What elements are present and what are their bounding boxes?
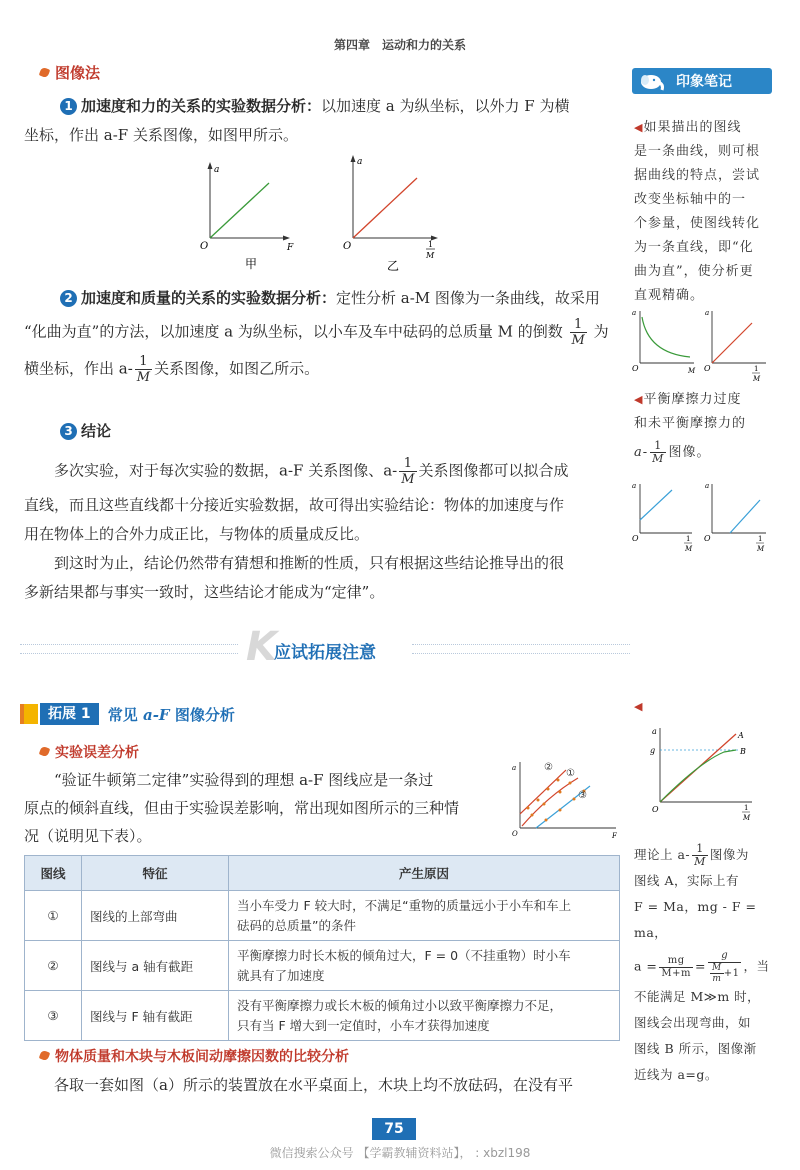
graph-jia-line [210, 183, 269, 238]
triangle-marker-icon: ◀ [634, 700, 643, 713]
banner-divider [20, 624, 630, 670]
sidebar-badge [632, 68, 772, 94]
bullet-icon [39, 1050, 51, 1062]
svg-text:B: B [740, 747, 746, 756]
svg-text:a: a [357, 157, 363, 167]
svg-text:①: ① [566, 768, 575, 779]
svg-text:乙: 乙 [387, 259, 400, 273]
elephant-icon [636, 70, 666, 92]
sidebar-figure-curve-line [630, 305, 770, 385]
svg-text:a: a [705, 309, 710, 317]
svg-text:M: M [743, 814, 751, 822]
svg-text:a: a [632, 309, 637, 317]
svg-text:a: a [512, 764, 517, 772]
number-badge-1: 1 [60, 98, 77, 115]
sidebar-note-2: ◀平衡摩擦力过度 和未平衡摩擦力的 a- $\frac{1}{M}$ 图像。 [634, 392, 747, 465]
svg-text:A: A [738, 731, 744, 740]
svg-text:a: a [632, 482, 637, 490]
table-header: 图线 [25, 856, 82, 891]
error-table [24, 855, 620, 1041]
sidebar-note-1: ◀如果描出的图线 是一条曲线，则可根 据曲线的特点，尝试 改变坐标轴中的一 个参量，使图线转化 为一条直线，即“化 曲为直”，使分析更 直观精确。 [634, 120, 761, 303]
svg-text:a: a [214, 165, 220, 175]
svg-text:M: M [753, 375, 761, 383]
bullet-icon [39, 67, 51, 79]
svg-text:a: a [652, 727, 657, 736]
sidebar-note-3: 理论上 a- $\frac{1}{M}$ 图像为 图线 A，实际上有 F = Ma，mg - F = ma， a = $\frac{mg}{M+m}$ = g $\frac{M}{m}$ +1 ，当 不能满足 M≫m 时， 图线会出现弯曲，如 图线 B 所示，图像渐 近线为 a=g。 [634, 842, 770, 1082]
chapter-header: 第四章 运动和力的关系 [333, 38, 466, 52]
number-badge-3: 3 [60, 423, 77, 440]
svg-text:O: O [632, 534, 639, 543]
sidebar-figure-ab [640, 722, 770, 822]
svg-text:O: O [704, 534, 711, 543]
svg-text:M: M [688, 367, 696, 375]
page-number: 75 [372, 1118, 416, 1140]
svg-text:1: 1 [758, 535, 763, 543]
svg-text:O: O [704, 364, 711, 373]
svg-text:O: O [200, 241, 209, 252]
table-row: ② 图线与 a 轴有截距 平衡摩擦力时长木板的倾角过大，F = 0（不挂重物）时小车 就具有了加速度 [25, 941, 620, 991]
extension-title: 常见 a-F 图像分析 [107, 705, 235, 724]
graph-yi [343, 155, 438, 273]
table-header: 产生原因 [229, 856, 620, 891]
bullet-icon [39, 746, 51, 758]
sub2-text: 各取一套如图（a）所示的装置放在水平桌面上，木块上均不放砝码，在没有平 [54, 1076, 573, 1094]
extension-tag: 拓展 1 [40, 703, 99, 725]
triangle-marker-icon: ◀ [634, 121, 644, 134]
svg-text:F: F [287, 243, 294, 253]
sidebar-figure-friction [630, 478, 770, 553]
sub1-text: “验证牛顿第二定律”实验得到的理想 a-F 图线应是一条过 原点的倾斜直线，但由于实验误差影响，常出现如图所示的三种情 况（说明见下表）。 [24, 771, 460, 845]
svg-text:M: M [426, 251, 435, 260]
banner-letter: K [246, 624, 277, 670]
svg-text:1: 1 [744, 804, 749, 812]
conclusion-text: 多次实验，对于每次实验的数据，a-F 关系图像、a- $\frac{1}{M}$ 关系图像都可以拟合成 直线，而且这些直线都十分接近实验数据，故可得出实验结论：物体的加速度与作 用在物体上的合外力成正比，与物体的质量成反比。 到这时为止，结论仍然带有猜想和推断的性质，只有根据这些结论推导出的很 多新结果都与事实一致时，这些结论才能成为“定律”。 [24, 456, 569, 601]
svg-text:O: O [512, 830, 518, 838]
sidebar-badge-label: 印象笔记 [676, 74, 732, 90]
item-1: 1 加速度和力的关系的实验数据分析：以加速度 a 为纵坐标，以外力 F 为横 坐标，作出 a-F 关系图像，如图甲所示。 [24, 97, 570, 144]
svg-text:M: M [757, 545, 765, 553]
item-2: 2 加速度和质量的关系的实验数据分析：定性分析 a-M 图像为一条曲线，故采用 “化曲为直”的方法，以加速度 a 为纵坐标，以小车及车中砝码的总质量 M 的倒数 $\frac{1}{M}$ 为 横坐标，作出 a- $\frac{1}{M}$ 关系图像，如图乙所示。 [24, 289, 609, 385]
table-row: ① 图线的上部弯曲 当小车受力 F 较大时，不满足“重物的质量远小于小车和车上 砝码的总质量”的条件 [25, 891, 620, 941]
figure-jia-yi [195, 150, 455, 280]
svg-text:1: 1 [754, 365, 759, 373]
svg-text:1: 1 [686, 535, 691, 543]
svg-text:O: O [632, 364, 639, 373]
svg-text:1: 1 [428, 240, 434, 249]
svg-text:③: ③ [578, 790, 587, 801]
subsection-mass-friction: 物体质量和木块与木板间动摩擦因数的比较分析 [40, 1046, 349, 1066]
triangle-marker-icon: ◀ [634, 393, 644, 406]
svg-text:g: g [650, 746, 656, 755]
graph-yi-line [353, 178, 417, 238]
svg-text:O: O [343, 241, 352, 252]
svg-text:M: M [685, 545, 693, 553]
banner-title: 应试拓展注意 [274, 643, 376, 663]
svg-text:O: O [652, 805, 659, 814]
footer-watermark: 微信搜索公众号 【学霸教辅资料站】， : xbzl198 [269, 1146, 531, 1160]
extension-heading [20, 703, 235, 725]
subsection-error-analysis: 实验误差分析 [40, 742, 139, 762]
number-badge-2: 2 [60, 290, 77, 307]
svg-text:a: a [705, 482, 710, 490]
item-3: 3 结论 [60, 420, 111, 441]
figure-three-curves [508, 756, 623, 841]
svg-text:甲: 甲 [245, 257, 258, 271]
svg-text:F: F [612, 832, 617, 840]
table-header: 特征 [82, 856, 229, 891]
section-title-image-method: 图像法 [40, 62, 100, 83]
book-icon [20, 704, 38, 724]
table-row: ③ 图线与 F 轴有截距 没有平衡摩擦力或长木板的倾角过小以致平衡摩擦力不足， 只有当 F 增大到一定值时，小车才获得加速度 [25, 991, 620, 1041]
graph-jia [200, 162, 294, 271]
svg-text:②: ② [544, 762, 553, 773]
